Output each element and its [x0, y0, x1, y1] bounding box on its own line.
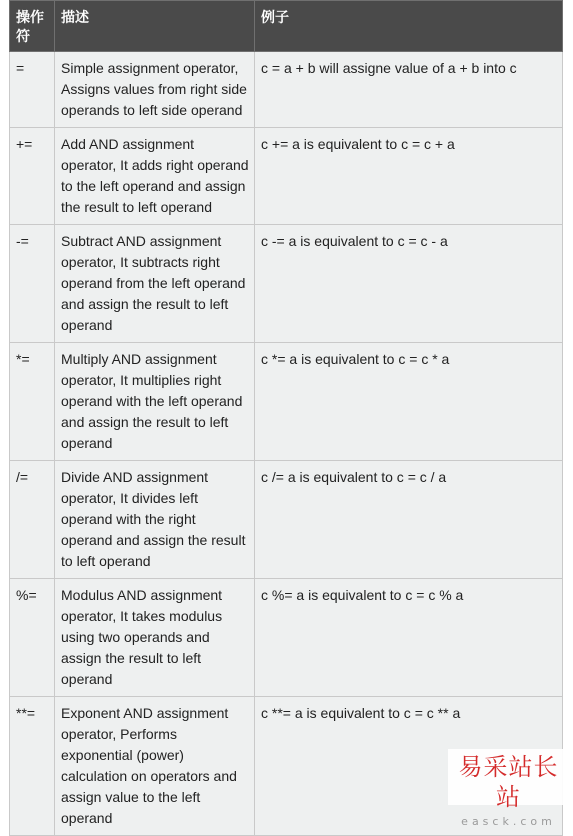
- table-header: [10, 1, 563, 52]
- assignment-operators-table: [9, 0, 563, 836]
- operator-cell: =: [10, 52, 55, 128]
- description-cell: Subtract AND assignment operator, It subtracts right operand from the left operand and assign the result to left operand: [55, 225, 255, 343]
- table-body: [10, 52, 563, 836]
- header-example: 例子: [255, 1, 563, 52]
- watermark-chinese-text: 易采站长站: [458, 753, 559, 811]
- watermark-domain-text: easck.com: [461, 815, 556, 828]
- site-watermark: [448, 749, 569, 828]
- example-cell: c = a + b will assigne value of a + b into c: [255, 52, 563, 128]
- example-cell: c **= a is equivalent to c = c ** a: [255, 697, 563, 836]
- example-cell: c *= a is equivalent to c = c * a: [255, 343, 563, 461]
- example-cell: c %= a is equivalent to c = c % a: [255, 579, 563, 697]
- header-operator: 操作符: [10, 1, 55, 52]
- description-cell: Simple assignment operator, Assigns values from right side operands to left side operand: [55, 52, 255, 128]
- description-cell: Add AND assignment operator, It adds right operand to the left operand and assign the result to left operand: [55, 128, 255, 225]
- operator-cell: +=: [10, 128, 55, 225]
- table-row: [10, 343, 563, 461]
- example-cell: c -= a is equivalent to c = c - a: [255, 225, 563, 343]
- operator-cell: /=: [10, 461, 55, 579]
- header-description: 描述: [55, 1, 255, 52]
- table-row: [10, 128, 563, 225]
- description-cell: Exponent AND assignment operator, Performs exponential (power) calculation on operators and assign value to the left operand: [55, 697, 255, 836]
- operator-cell: %=: [10, 579, 55, 697]
- table-row: [10, 225, 563, 343]
- table-row: [10, 579, 563, 697]
- table-row: [10, 461, 563, 579]
- operator-cell: -=: [10, 225, 55, 343]
- table-row: [10, 52, 563, 128]
- description-cell: Modulus AND assignment operator, It takes modulus using two operands and assign the result to left operand: [55, 579, 255, 697]
- example-cell: c /= a is equivalent to c = c / a: [255, 461, 563, 579]
- description-cell: Divide AND assignment operator, It divides left operand with the right operand and assign the result to left operand: [55, 461, 255, 579]
- operator-cell: **=: [10, 697, 55, 836]
- table-header-row: [10, 1, 563, 52]
- example-cell: c += a is equivalent to c = c + a: [255, 128, 563, 225]
- description-cell: Multiply AND assignment operator, It multiplies right operand with the left operand and assign the result to left operand: [55, 343, 255, 461]
- operator-cell: *=: [10, 343, 55, 461]
